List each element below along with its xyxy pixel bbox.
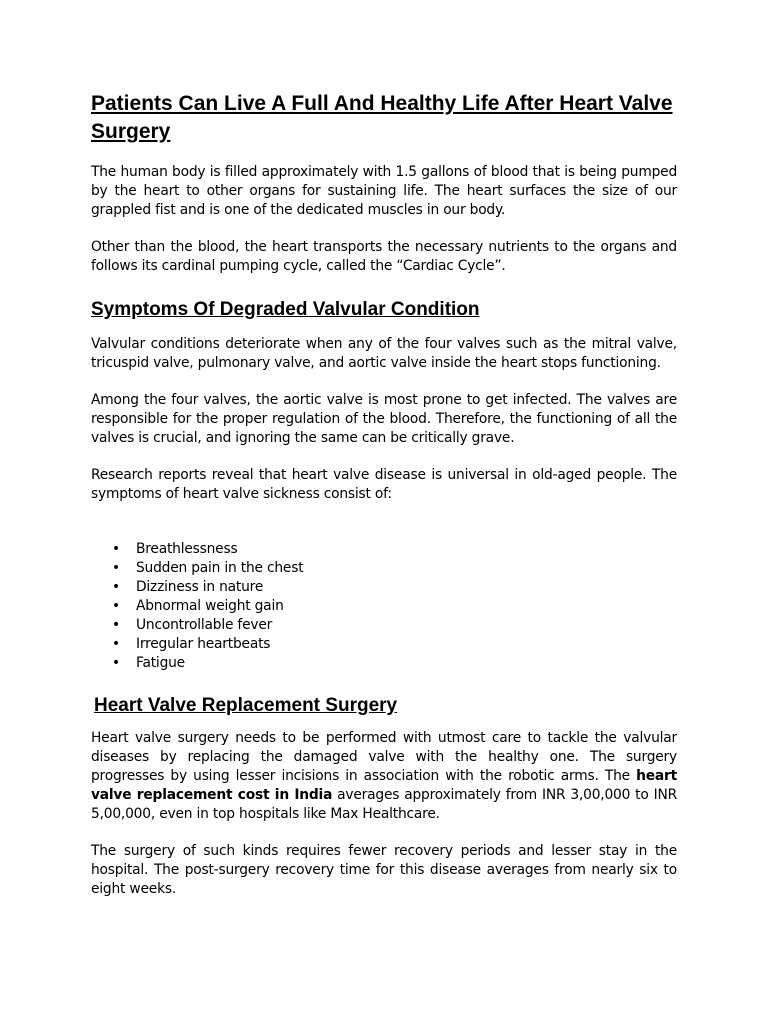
list-item-text: Irregular heartbeats: [136, 636, 271, 652]
bullet-icon: •: [112, 579, 120, 595]
symptoms-heading: Symptoms Of Degraded Valvular Condition: [91, 299, 480, 320]
list-item: [91, 578, 677, 597]
symptoms-paragraph-2: Among the four valves, the aortic valve is most prone to get infected. The valves are responsible for the proper regulation of the blood. Therefore, the functioning of all the valves is crucial, and ignoring the same can be critically grave.: [91, 392, 677, 446]
surgery-paragraph-1-text-end: averages approximately from INR 3,00,000 to INR 5,00,000, even in top hospitals like Max Healthcare.: [91, 787, 677, 822]
list-item-text: Fatigue: [136, 655, 185, 671]
surgery-paragraph-2: The surgery of such kinds requires fewer recovery periods and lesser stay in the hospital. The post-surgery recovery time for this disease averages from nearly six to eight weeks.: [91, 843, 677, 897]
document-page: [91, 90, 677, 917]
intro-paragraph-1: The human body is filled approximately with 1.5 gallons of blood that is being pumped by the heart to other organs for sustaining life. The heart surfaces the size of our grappled fist and is one of the dedicated muscles in our body.: [91, 164, 677, 218]
symptoms-paragraph-1: Valvular conditions deteriorate when any of the four valves such as the mitral valve, tricuspid valve, pulmonary valve, and aortic valve inside the heart stops functioning.: [91, 336, 677, 371]
surgery-heading: Heart Valve Replacement Surgery: [94, 695, 398, 716]
list-item: [91, 654, 677, 673]
list-item: [91, 635, 677, 654]
list-item-text: Abnormal weight gain: [136, 598, 284, 614]
list-item: [91, 597, 677, 616]
list-item-text: Sudden pain in the chest: [136, 560, 304, 576]
list-item: [91, 540, 677, 559]
surgery-paragraph-1-text-start: Heart valve surgery needs to be performed with utmost care to tackle the valvular diseases by replacing the damaged valve with the healthy one. The surgery progresses by using lesser incisions in association with the robotic arms. The: [91, 730, 677, 784]
bullet-icon: •: [112, 636, 120, 652]
symptoms-paragraph-3: Research reports reveal that heart valve disease is universal in old-aged people. The symptoms of heart valve sickness consist of:: [91, 467, 677, 502]
bullet-icon: •: [112, 655, 120, 671]
intro-paragraph-2: Other than the blood, the heart transports the necessary nutrients to the organs and follows its cardinal pumping cycle, called the “Cardiac Cycle”.: [91, 239, 677, 274]
symptom-list: [91, 540, 677, 673]
bullet-icon: •: [112, 598, 120, 614]
list-item: [91, 616, 677, 635]
document-title: Patients Can Live A Full And Healthy Life After Heart Valve Surgery: [91, 92, 673, 143]
list-item-text: Breathlessness: [136, 541, 238, 557]
list-item-text: Uncontrollable fever: [136, 617, 273, 633]
surgery-paragraph-1: [91, 729, 677, 824]
bullet-icon: •: [112, 541, 120, 557]
list-item: [91, 559, 677, 578]
bullet-icon: •: [112, 560, 120, 576]
bullet-icon: •: [112, 617, 120, 633]
cost-keyword-bold: heart valve replacement cost in India: [91, 768, 677, 803]
list-item-text: Dizziness in nature: [136, 579, 264, 595]
